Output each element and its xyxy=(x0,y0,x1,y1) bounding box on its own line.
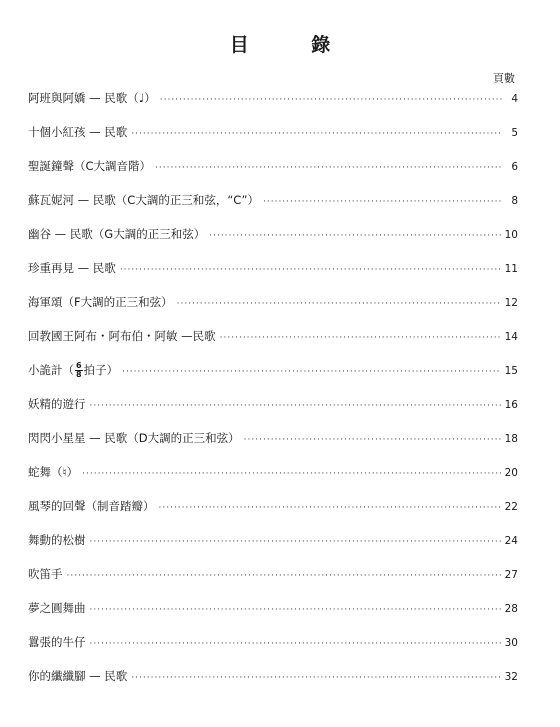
toc-entry xyxy=(28,396,518,430)
dot-leader xyxy=(220,333,501,343)
dot-leader xyxy=(159,503,501,513)
dot-leader xyxy=(90,605,501,615)
toc-entry-page: 12 xyxy=(504,297,518,309)
dot-leader xyxy=(90,537,501,547)
toc-entry xyxy=(28,430,518,464)
toc-entry-page: 22 xyxy=(504,501,518,513)
page-title: 目 錄 xyxy=(229,34,359,56)
toc-entry-page: 18 xyxy=(504,433,518,445)
toc-entry xyxy=(28,600,518,634)
fraction-numerator: 6 xyxy=(76,361,82,370)
toc-entry-page: 32 xyxy=(504,671,518,683)
dot-leader xyxy=(160,95,502,105)
dot-leader xyxy=(90,639,501,649)
toc-entry-title: 你的纖纖腳 — 民歌 xyxy=(28,669,128,683)
toc-entry-title: 蘇瓦妮河 — 民歌（C大調的正三和弦，“C”） xyxy=(28,193,259,207)
toc-entry-page: 20 xyxy=(504,467,518,479)
toc-entry-page: 14 xyxy=(504,331,518,343)
toc-entry-page: 6 xyxy=(511,161,518,173)
toc-entry xyxy=(28,464,518,498)
toc-entry-title-suffix: 拍子） xyxy=(83,363,119,377)
toc-entry-title: 夢之圓舞曲 xyxy=(28,601,86,615)
toc-entry-title: 海軍頌（F大調的正三和弦） xyxy=(28,295,173,309)
page-column-label: 頁數 xyxy=(493,72,515,85)
dot-leader xyxy=(155,163,502,173)
toc-entry-page: 27 xyxy=(504,569,518,581)
toc-entry-title: 十個小紅孩 — 民歌 xyxy=(28,125,128,139)
dot-leader xyxy=(82,469,501,479)
dot-leader xyxy=(67,571,501,581)
toc-entry xyxy=(28,124,518,158)
toc-entry xyxy=(28,532,518,566)
dot-leader xyxy=(209,231,500,241)
toc-entry xyxy=(28,362,518,396)
fraction-denominator: 8 xyxy=(76,370,82,379)
toc-entry-title xyxy=(28,362,118,379)
dot-leader xyxy=(177,299,501,309)
toc-entry xyxy=(28,192,518,226)
dot-leader xyxy=(120,265,501,275)
toc-entry-title: 珍重再見 — 民歌 xyxy=(28,261,116,275)
toc-entry-page: 15 xyxy=(504,365,518,377)
toc-entry-page: 5 xyxy=(511,127,518,139)
toc-list xyxy=(28,90,518,702)
toc-entry-page: 30 xyxy=(504,637,518,649)
toc-entry-page: 16 xyxy=(504,399,518,411)
toc-entry-page: 28 xyxy=(504,603,518,615)
toc-entry-page: 4 xyxy=(511,93,518,105)
toc-entry xyxy=(28,294,518,328)
toc-entry-page: 8 xyxy=(511,195,518,207)
dot-leader xyxy=(263,197,502,207)
toc-entry-title: 幽谷 — 民歌（G大調的正三和弦） xyxy=(28,227,206,241)
dot-leader xyxy=(90,401,501,411)
toc-entry-title: 聖誕鐘聲（C大調音階） xyxy=(28,159,152,173)
toc-entry-title-prefix: 小詭計（ xyxy=(28,363,74,377)
toc-entry-title: 風琴的回聲（制音踏瓣） xyxy=(28,499,155,513)
dot-leader xyxy=(131,129,502,139)
toc-entry-title: 妖精的遊行 xyxy=(28,397,86,411)
toc-entry xyxy=(28,158,518,192)
toc-entry xyxy=(28,328,518,362)
toc-entry xyxy=(28,498,518,532)
dot-leader xyxy=(244,435,501,445)
toc-entry xyxy=(28,668,518,702)
toc-entry-page: 10 xyxy=(504,229,518,241)
toc-entry-title: 回教國王阿布・阿布伯・阿敏 —民歌 xyxy=(28,329,216,343)
dot-leader xyxy=(122,367,501,377)
time-signature-fraction xyxy=(75,362,83,379)
toc-entry-page: 11 xyxy=(504,263,518,275)
toc-entry-title: 阿班與阿嬌 — 民歌（♩） xyxy=(28,91,156,105)
toc-entry xyxy=(28,90,518,124)
toc-entry-title: 閃閃小星星 — 民歌（D大調的正三和弦） xyxy=(28,431,240,445)
toc-entry xyxy=(28,226,518,260)
toc-entry-title: 囂張的牛仔 xyxy=(28,635,86,649)
toc-entry-title: 蛇舞（♮） xyxy=(28,465,79,479)
dot-leader xyxy=(131,673,500,683)
toc-entry-title: 舞動的松樹 xyxy=(28,533,86,547)
toc-entry xyxy=(28,566,518,600)
toc-entry-title: 吹笛手 xyxy=(28,567,63,581)
toc-entry-page: 24 xyxy=(504,535,518,547)
toc-entry xyxy=(28,634,518,668)
toc-entry xyxy=(28,260,518,294)
